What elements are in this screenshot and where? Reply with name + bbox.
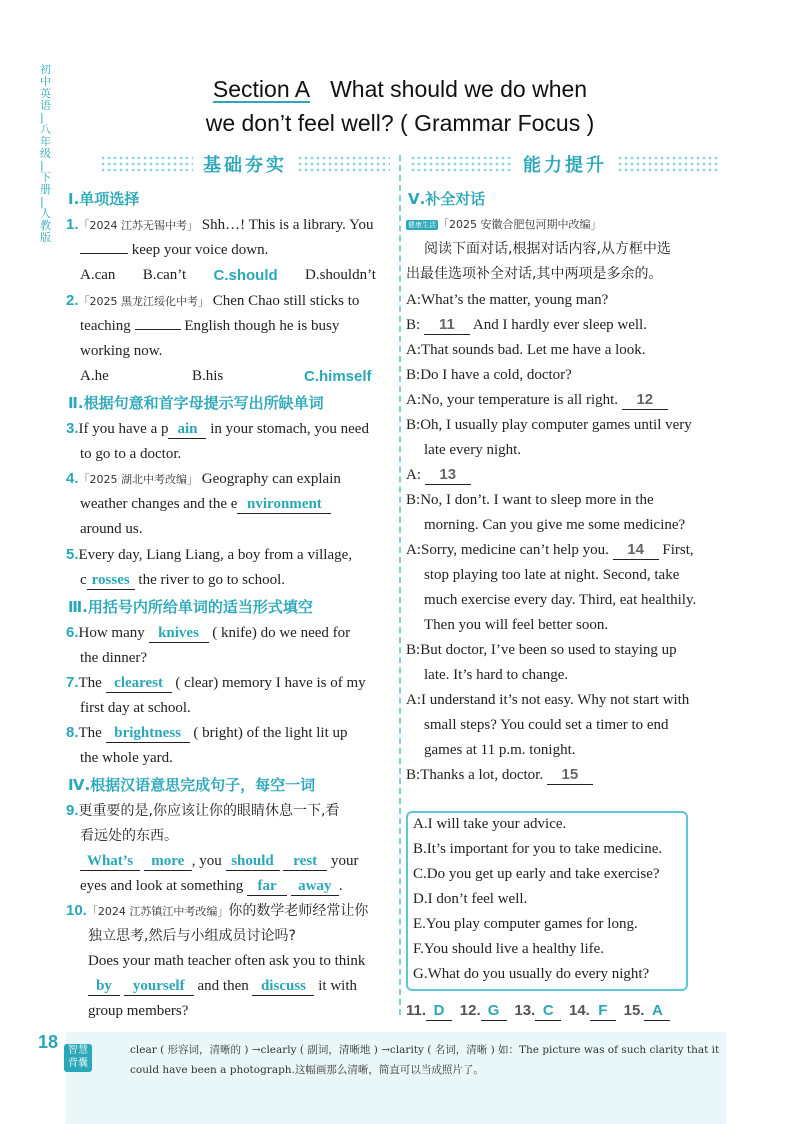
answer-blank: ain xyxy=(168,420,206,439)
correct-option: C.should xyxy=(213,267,278,284)
section-heading-3: Ⅲ.用括号内所给单词的适当形式填空 xyxy=(68,598,313,616)
answer-blank: yourself xyxy=(124,977,194,996)
answer-blank: 12 xyxy=(622,391,668,410)
column-divider xyxy=(399,155,401,1015)
footer-note: clear ( 形容词，清晰的 ) →clearly ( 副词，清晰地 ) →clarity ( 名词，清晰 ) 如：The picture was of such clarity that it could have been a photograph.这幅画那么清晰，简直可以当成照片了。 xyxy=(130,1044,720,1076)
question-3: 3.If you have a p ain in your stomach, you need to go to a doctor. xyxy=(66,420,369,462)
title-line1: What should we do when xyxy=(330,76,588,102)
section-heading-4: Ⅳ.根据汉语意思完成句子，每空一词 xyxy=(68,776,316,794)
answer-blank: 15 xyxy=(547,766,593,785)
answer-blank: brightness xyxy=(106,724,190,743)
banner-left xyxy=(100,150,390,178)
answer-blank: C xyxy=(535,1002,561,1021)
answer-blank: far xyxy=(247,877,287,896)
answer-blank xyxy=(80,253,128,254)
dialog-line: B: 11 And I hardly ever sleep well. xyxy=(406,316,647,333)
dialog-line: A: 13 xyxy=(406,463,728,488)
dialog-line: B:Oh, I usually play computer games until very xyxy=(406,417,692,433)
dialog-line: A:No, your temperature is all right. 12 xyxy=(406,388,728,413)
option-f: F.You should live a healthy life. xyxy=(413,941,605,957)
title-line2: we don’t feel well? ( Grammar Focus ) xyxy=(205,110,595,136)
dialog-line: B:No, I don’t. I want to sleep more in the xyxy=(406,492,654,508)
section-heading-5: Ⅴ.补全对话 xyxy=(408,190,486,208)
dialog-line: A:Sorry, medicine can’t help you. 14 First, xyxy=(406,541,694,558)
banner-dots xyxy=(100,155,193,173)
section-heading-1: Ⅰ.单项选择 xyxy=(68,190,140,208)
answer-blank: clearest xyxy=(106,674,172,693)
question-2: 2.「2025 黑龙江绥化中考」 Chen Chao still sticks to teaching English though he is busy working now. A.he B.his C.himself xyxy=(66,288,388,389)
question-4: 4.「2025 湖北中考改编」 Geography can explain weather changes and the e nvironment around us. xyxy=(66,470,341,537)
answer-blank: What’s xyxy=(80,852,140,871)
option-c: C.Do you get up early and take exercise? xyxy=(413,866,660,882)
banner-dots xyxy=(617,155,720,173)
answer-row: 11. D 12. G 13. C 14. F 15. A xyxy=(406,998,728,1024)
answer-blank: knives xyxy=(149,624,209,643)
answer-blank xyxy=(135,329,181,330)
answer-blank: away xyxy=(291,877,339,896)
answer-blank: G xyxy=(481,1002,507,1021)
option-g: G.What do you usually do every night? xyxy=(413,966,650,982)
answer-blank: should xyxy=(226,852,280,871)
memo-tag: 智慧背囊 xyxy=(64,1044,92,1072)
dialog-line: B:Do I have a cold, doctor? xyxy=(406,367,572,383)
dialog-line: A:What’s the matter, young man? xyxy=(406,292,609,308)
answer-blank: rest xyxy=(283,852,327,871)
question-9: 9.更重要的是,你应该让你的眼睛休息一下,看 看远处的东西。 What’s more , you should rest your eyes and look at something far away . xyxy=(66,802,359,894)
option-b: B.It’s important for you to take medicine. xyxy=(413,841,663,857)
banner-left-text: 基础夯实 xyxy=(203,155,287,176)
answer-blank: 14 xyxy=(613,541,659,560)
page-title xyxy=(0,72,800,140)
answer-blank: discuss xyxy=(252,977,314,996)
banner-dots xyxy=(297,155,390,173)
dialog-line: B:Thanks a lot, doctor. 15 xyxy=(406,763,728,788)
page-number: 18 xyxy=(38,1032,59,1052)
banner-dots xyxy=(410,155,513,173)
title-section: Section A xyxy=(212,76,311,102)
answer-blank: D xyxy=(426,1002,452,1021)
answer-blank: by xyxy=(88,977,120,996)
answer-blank: 11 xyxy=(424,316,470,335)
dialog-line: B:But doctor, I’ve been so used to staying up xyxy=(406,642,677,658)
banner-right xyxy=(410,150,720,178)
option-d: D.I don’t feel well. xyxy=(413,891,528,907)
dialog-line: A:I understand it’s not easy. Why not start with xyxy=(406,692,690,708)
question-6: 6.How many knives ( knife) do we need for the dinner? xyxy=(66,624,351,666)
answer-blank: 13 xyxy=(425,466,471,485)
option-a: A.I will take your advice. xyxy=(413,816,567,832)
side-label: 初 中 英 语 | 八 年 级 | 下 册 | 人 教 版 xyxy=(40,63,51,244)
correct-option: C.himself xyxy=(304,368,372,385)
answer-blank: F xyxy=(590,1002,616,1021)
question-7: 7.The clearest ( clear) memory I have is of my first day at school. xyxy=(66,674,366,716)
dialog-line: A:That sounds bad. Let me have a look. xyxy=(406,342,646,358)
question-8: 8.The brightness ( bright) of the light lit up the whole yard. xyxy=(66,724,348,766)
question-1: 1.「2024 江苏无锡中考」 Shh…! This is a library. You keep your voice down. A.can B.can’t C.should D.shouldn’t xyxy=(66,212,388,288)
question-10: 10.「2024 江苏镇江中考改编」你的数学老师经常让你 独立思考,然后与小组成员讨论吗? Does your math teacher often ask you to think by yourself and then discuss it with group members? xyxy=(66,902,369,1019)
dialog-section: 健康生活 「2025 安徽合肥包河期中改编」 阅读下面对话,根据对话内容,从方框中选 出最佳选项补全对话,其中两项是多余的。 A:What’s the matter, young man? B: 11 And I hardly ever sleep well. A:That sounds bad. Let me have a look. B:Do I have a cold, doctor? A:No, your temperature is all right. 12 B:Oh, I usually play computer games until very late every night. A: 13 B:No, I don’t. I want to sleep more in the morning. Can you give me some medicine? A:Sorry, medicine can’t help you. 14 First, stop playing too late at night. Second, take much exercise every day. Third, eat healthily. Then you will feel better soon. B:But doctor, I’ve been so used to staying up late. It’s hard to change. A:I understand it’s not easy. Why not start with small steps? You could set a timer to end games at 11 p.m. tonight. B:Thanks a lot, doctor. 15 xyxy=(406,212,728,788)
section-heading-2: Ⅱ.根据句意和首字母提示写出所缺单词 xyxy=(68,394,324,412)
question-5: 5.Every day, Liang Liang, a boy from a village, c rosses the river to go to school. xyxy=(66,546,353,588)
answer-blank: A xyxy=(644,1002,670,1021)
answer-blank: more xyxy=(144,852,192,871)
banner-right-text: 能力提升 xyxy=(523,155,607,176)
answer-blank: nvironment xyxy=(237,495,331,514)
option-e: E.You play computer games for long. xyxy=(413,916,638,932)
answer-blank: rosses xyxy=(87,571,135,590)
category-tag: 健康生活 xyxy=(408,220,436,229)
